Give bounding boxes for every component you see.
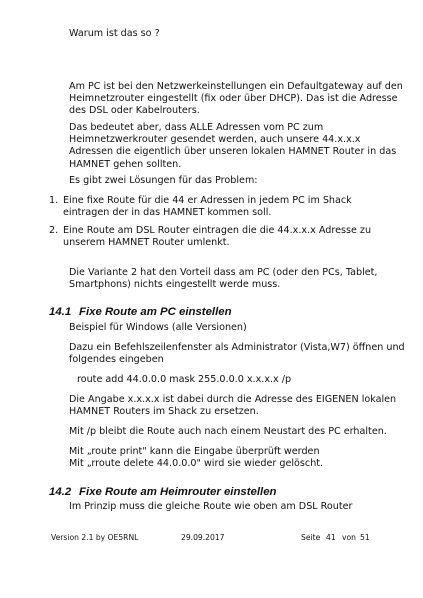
paragraph-home-router: Im Prinzip muss die gleiche Route wie oben am DSL Router: [69, 501, 353, 512]
paragraph-windows-example: Beispiel für Windows (alle Versionen): [69, 322, 247, 333]
list-item-text: Eine Route am DSL Router eintragen die die 44.x.x.x Adresse zu unserem HAMNET Router umlenkt.: [63, 225, 372, 249]
paragraph-intro-question: Warum ist das so ?: [69, 28, 160, 39]
paragraph-all-addresses: Das bedeutet aber, dass ALLE Adressen vom PC zum Heimnetzwerkrouter gesendet werden, auch unsere 44.x.x.x Adressen die eigentlich über unseren lokalen HAMNET Router in das HAMNET gehen sollten.: [69, 122, 397, 170]
route-command: route add 44.0.0.0 mask 255.0.0.0 x.x.x.x /p: [77, 374, 292, 385]
paragraph-two-solutions: Es gibt zwei Lösungen für das Problem:: [69, 175, 258, 186]
footer-total-pages: 51: [360, 533, 370, 542]
paragraph-command-prompt: Dazu ein Befehlszeilenfenster als Administrator (Vista,W7) öffnen und folgendes eingeben: [69, 342, 405, 366]
paragraph-persistent-route: Mit /p bleibt die Route auch nach einem Neustart des PC erhalten.: [69, 426, 387, 437]
footer-of-label: von: [342, 533, 356, 542]
footer-date: 29.09.2017: [181, 533, 225, 542]
footer-page-label: Seite: [301, 533, 321, 542]
section-number: 14.1: [49, 306, 72, 318]
section-number: 14.2: [49, 486, 72, 498]
paragraph-default-gateway: Am PC ist bei den Netzwerkeinstellungen ein Defaultgateway auf den Heimnetzrouter eingestellt (fix oder über DHCP). Das ist die Adresse des DSL oder Kabelrouters.: [69, 81, 403, 117]
list-item-text: Eine fixe Route für die 44 er Adressen in jedem PC im Shack eintragen der in das HAMNET kommen soll.: [63, 195, 352, 219]
footer-page-number: 41: [326, 533, 336, 542]
list-item-number: 1.: [49, 195, 59, 206]
paragraph-route-print-delete: Mit „route print" kann die Eingabe überprüft werden Mit „rroute delete 44.0.0.0" wird sie wieder gelöscht.: [69, 446, 324, 470]
paragraph-replace-address: Die Angabe x.x.x.x ist dabei durch die Adresse des EIGENEN lokalen HAMNET Routers im Shack zu ersetzen.: [69, 394, 397, 418]
section-title: Fixe Route am PC einstellen: [79, 306, 232, 318]
paragraph-variant-advantage: Die Variante 2 hat den Vorteil dass am PC (oder den PCs, Tablet, Smartphons) nichts eingestellt werde muss.: [69, 267, 378, 291]
section-heading-14-2: [49, 486, 277, 498]
footer-version: Version 2.1 by OE5RNL: [51, 533, 139, 542]
section-title: Fixe Route am Heimrouter einstellen: [79, 486, 277, 498]
section-heading-14-1: [49, 306, 232, 318]
list-item-number: 2.: [49, 225, 59, 236]
